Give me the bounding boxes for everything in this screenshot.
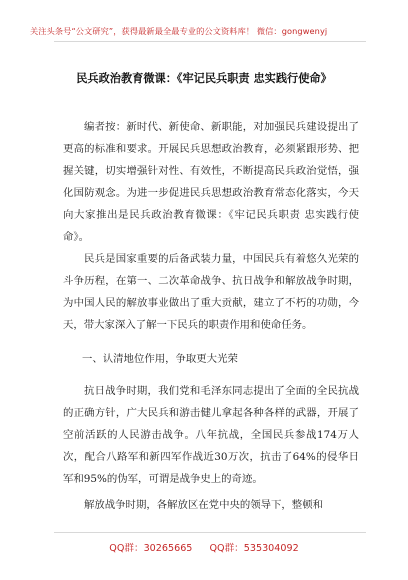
anti-japanese-war-paragraph: 抗日战争时期，我们党和毛泽东同志提出了全面的全民抗战的正确方针，广大民兵和游击健儿拿起各种各样的武器，开展了空前活跃的人民游击战争。八年抗战，全国民兵参战174万人次，配合八路军和新四军作战近30万次，抗击了64%的侵华日军和95%的伪军，可谓是战争史上的奇迹。 xyxy=(63,385,359,485)
footer-qq-group-2: QQ群：535304092 xyxy=(209,543,299,554)
header-divider xyxy=(54,41,366,42)
footer xyxy=(0,540,408,554)
footer-qq-group-1: QQ群：30265665 xyxy=(109,543,193,554)
intro-paragraph: 民兵是国家重要的后备武装力量，中国民兵有着悠久光荣的斗争历程，在第一、二次革命战争、抗日战争和解放战争时期，为中国人民的解放事业做出了重大贡献，建立了不朽的功勋，今天，带大家深入了解一下民兵的职责作用和使命任务。 xyxy=(63,253,359,331)
liberation-war-paragraph: 解放战争时期，各解放区在党中央的领导下，整顿和 xyxy=(84,499,323,511)
document-title: 民兵政治教育微课：《牢记民兵职责 忠实践行使命》 xyxy=(76,71,332,85)
footer-divider xyxy=(54,532,366,533)
editor-note-paragraph: 编者按：新时代、新使命、新职能，对加强民兵建设提出了更高的标准和要求。开展民兵思想政治教育，必须紧跟形势、把握关键，切实增强针对性、有效性，不断提高民兵政治觉悟，强化国防观念。为进一步促进民兵思想政治教育常态化落实，今天向大家推出是民兵政治教育微课：《牢记民兵职责 忠实践行使命》。 xyxy=(63,121,359,243)
section-heading: 一、认清地位作用，争取更大光荣 xyxy=(82,353,238,365)
header-banner: 关注头条号“公文研究”，获得最新最全最专业的公文资料库！ 微信：gongwenyj xyxy=(30,26,328,36)
